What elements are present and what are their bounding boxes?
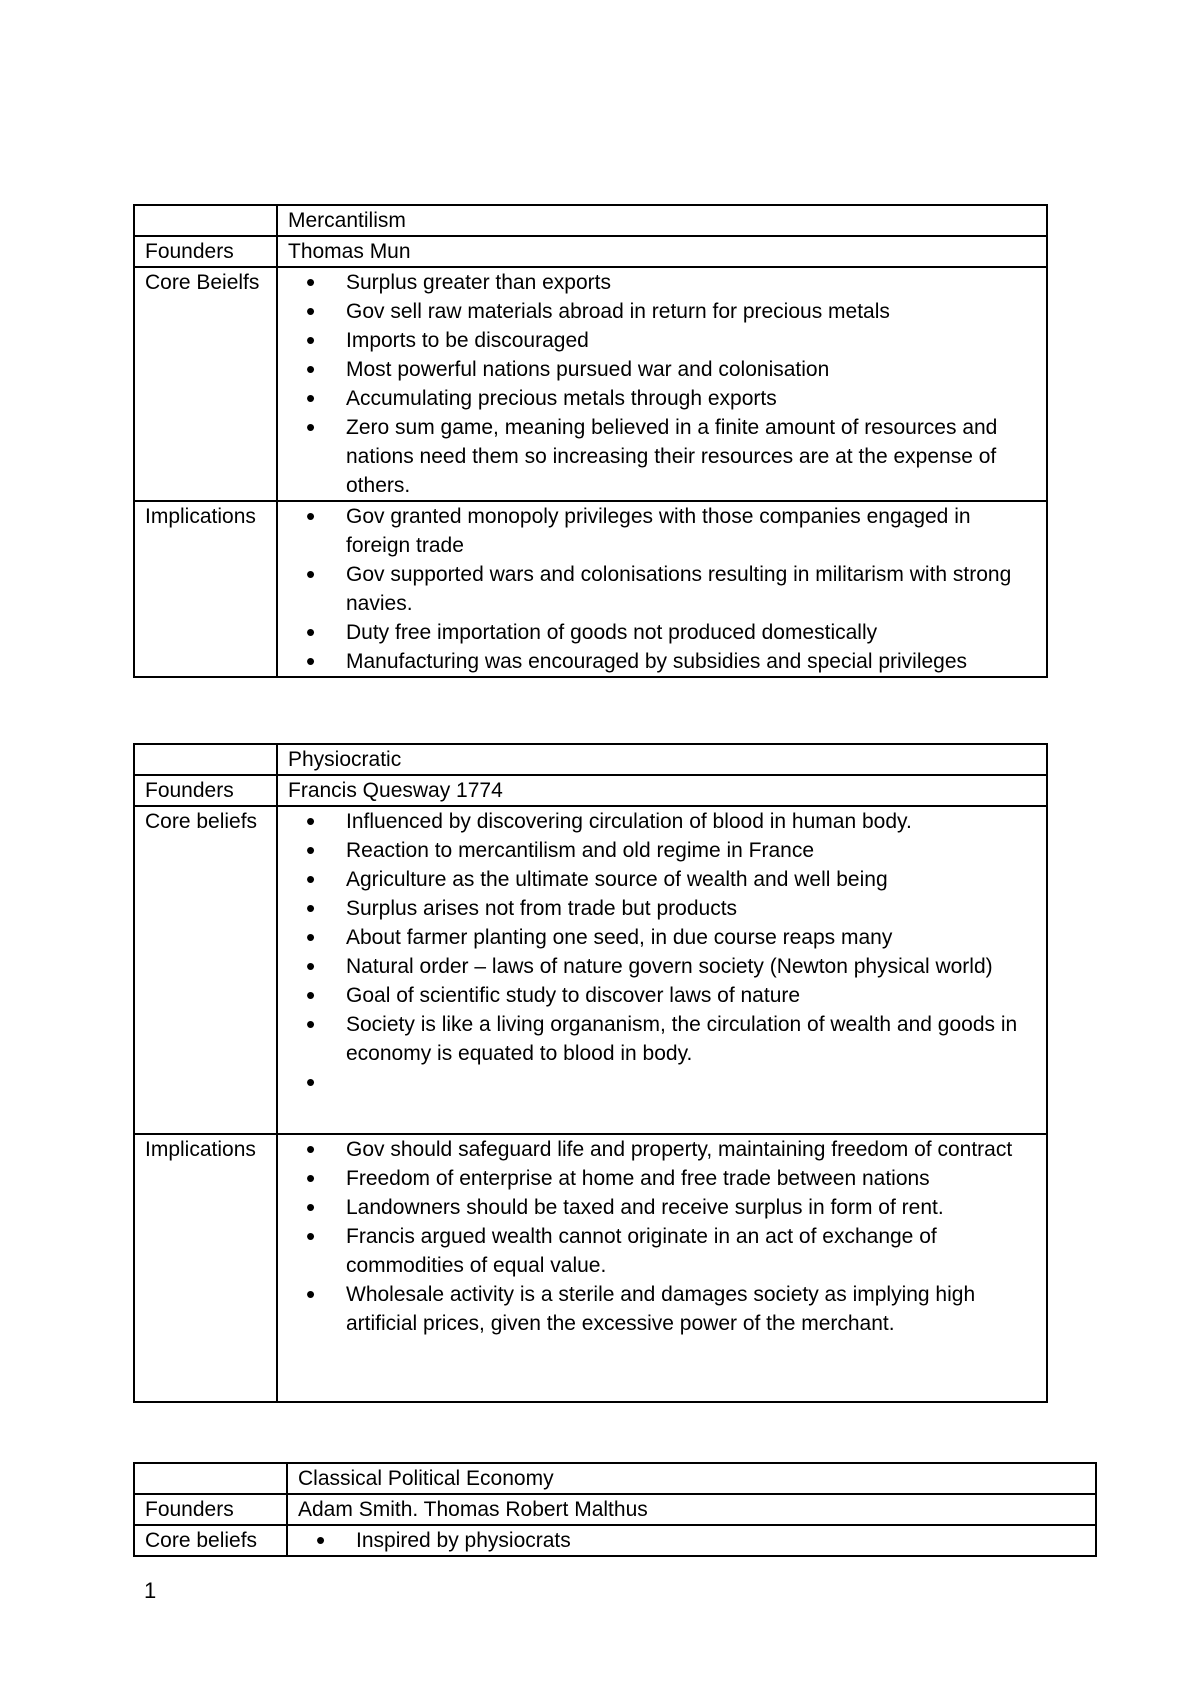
core-beliefs-list [298, 1526, 1085, 1555]
core-beliefs-label: Core beliefs [134, 806, 277, 1134]
classical-table [133, 1462, 1097, 1557]
table-row [134, 1463, 1096, 1494]
list-item: • Landowners should be taxed and receive surplus in form of rent. [346, 1193, 1036, 1222]
physiocratic-table [133, 743, 1048, 1403]
core-beliefs-cell [277, 806, 1047, 1134]
list-item: • Most powerful nations pursued war and colonisation [346, 355, 1036, 384]
table-row [134, 744, 1047, 775]
table-row [134, 205, 1047, 236]
table-row [134, 806, 1047, 1134]
empty-header-cell [134, 1463, 287, 1494]
list-item: • Inspired by physiocrats [356, 1526, 1085, 1555]
list-item: • Natural order – laws of nature govern society (Newton physical world) [346, 952, 1036, 981]
implications-label: Implications [134, 501, 277, 677]
list-item: • Surplus arises not from trade but products [346, 894, 1036, 923]
table-row [134, 1134, 1047, 1402]
page-number: 1 [144, 1578, 157, 1603]
list-item: • Accumulating precious metals through exports [346, 384, 1036, 413]
list-item: • Reaction to mercantilism and old regime in France [346, 836, 1036, 865]
list-item: • Francis argued wealth cannot originate in an act of exchange of commodities of equal value. [346, 1222, 1036, 1280]
list-item: • Influenced by discovering circulation of blood in human body. [346, 807, 1036, 836]
core-beliefs-list [288, 268, 1036, 500]
list-item: • Surplus greater than exports [346, 268, 1036, 297]
core-beliefs-list [288, 807, 1036, 1097]
implications-cell [277, 1134, 1047, 1402]
table-row [134, 267, 1047, 501]
founders-value: Thomas Mun [277, 236, 1047, 267]
founders-label: Founders [134, 1494, 287, 1525]
list-item: • Wholesale activity is a sterile and damages society as implying high artificial prices, given the excessive power of the merchant. [346, 1280, 1036, 1338]
school-title: Mercantilism [277, 205, 1047, 236]
core-beliefs-label: Core beliefs [134, 1525, 287, 1556]
list-item: • Duty free importation of goods not produced domestically [346, 618, 1036, 647]
list-item [346, 1068, 1036, 1097]
list-item: • Manufacturing was encouraged by subsidies and special privileges [346, 647, 1036, 676]
list-item: • Goal of scientific study to discover laws of nature [346, 981, 1036, 1010]
mercantilism-table [133, 204, 1048, 678]
implications-list [288, 1135, 1036, 1338]
core-beliefs-cell [287, 1525, 1096, 1556]
table-row [134, 1525, 1096, 1556]
list-item: • Freedom of enterprise at home and free trade between nations [346, 1164, 1036, 1193]
implications-cell [277, 501, 1047, 677]
core-beliefs-label: Core Beielfs [134, 267, 277, 501]
list-item: • Gov granted monopoly privileges with those companies engaged in foreign trade [346, 502, 1036, 560]
founders-label: Founders [134, 236, 277, 267]
table-row [134, 236, 1047, 267]
list-item: • Agriculture as the ultimate source of wealth and well being [346, 865, 1036, 894]
list-item: • Society is like a living organanism, the circulation of wealth and goods in economy is equated to blood in body. [346, 1010, 1036, 1068]
implications-list [288, 502, 1036, 676]
table-row [134, 1494, 1096, 1525]
core-beliefs-cell [277, 267, 1047, 501]
table-row [134, 775, 1047, 806]
school-title: Classical Political Economy [287, 1463, 1096, 1494]
empty-header-cell [134, 744, 277, 775]
list-item: • Imports to be discouraged [346, 326, 1036, 355]
list-item: • Zero sum game, meaning believed in a finite amount of resources and nations need them so increasing their resources are at the expense of others. [346, 413, 1036, 500]
school-title: Physiocratic [277, 744, 1047, 775]
list-item: • Gov sell raw materials abroad in return for precious metals [346, 297, 1036, 326]
founders-label: Founders [134, 775, 277, 806]
founders-value: Adam Smith. Thomas Robert Malthus [287, 1494, 1096, 1525]
list-item: • About farmer planting one seed, in due course reaps many [346, 923, 1036, 952]
list-item: • Gov supported wars and colonisations resulting in militarism with strong navies. [346, 560, 1036, 618]
table-row [134, 501, 1047, 677]
empty-header-cell [134, 205, 277, 236]
list-item: • Gov should safeguard life and property, maintaining freedom of contract [346, 1135, 1036, 1164]
implications-label: Implications [134, 1134, 277, 1402]
founders-value: Francis Quesway 1774 [277, 775, 1047, 806]
